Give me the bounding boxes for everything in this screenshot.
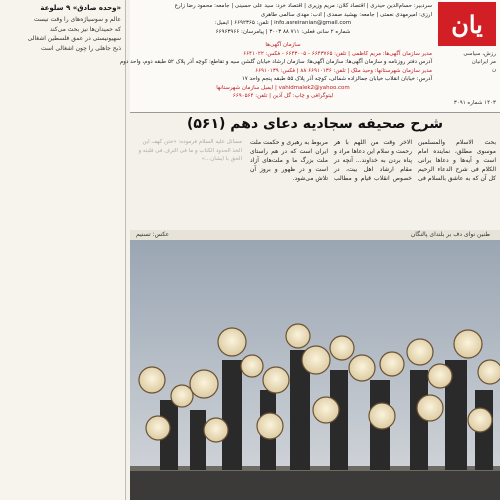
newspaper-logo: یان <box>438 2 496 46</box>
article-body: بحث الاسلام والمسلمین موسوی مطلق، نماینده امام است و آیه‌ها و دعاها یرانی الکلام فی شرح الدعاء الرحیم کل آن که به عاشق بالسلام فی الاخر وقت من اللهم با هر رحمت و سلام این دعاها مراد و پناه بردن به خداوند... آنچه در مقام ارشاد اهل بیت، در خصوص انقلاب قیام و مطالب مربوط به رهبری و حکمت ملت ایران است که در هم راستای ملت بزرگ ما و ملت‌های آزاد است و در ظهور و بروز آن تلاش می‌شود. <box>250 139 496 182</box>
article-photo <box>130 240 500 500</box>
staff-row: مدیر سازمان آگهی‌ها: مریم کاظمی | تلفن: ۶۶۴۳۷۶۵ - ۶۶۴۳۰۰۵ - فکس: ۶۶۴۱۰۲۲ <box>243 50 432 57</box>
staff-row: لیتوگرافی و چاپ: گل آذین | تلفن: ۶۶۹۰۵۶۴ <box>232 93 334 99</box>
photo-caption-bar <box>130 230 500 240</box>
left-column-heading: «وحده صادق» ۹ سلوعة <box>40 4 121 12</box>
tagline-line: مر ایرانیان <box>471 59 496 65</box>
staff-row: vahidmalek2@yahoo.com | ایمیل سازمان شهرستانها <box>216 84 350 91</box>
daf-players-photo <box>130 240 500 500</box>
left-news-column <box>0 0 126 500</box>
left-column-line: که حمیدان‌ها نیز بحث می‌کند <box>49 25 121 33</box>
staff-credits <box>119 2 432 101</box>
left-column-line: ذبح جاهلی را چون اشغالی است <box>40 44 121 52</box>
article-headline: شرح صحیفه سجادیه دعای دهم (۵۶۱) <box>186 116 444 132</box>
staff-row: شماره ۲ سانی فعلی: ۷۱۱ ۸۸ ۳۰۰۳ | پیامرسان: ۶۶۹۶۳۹۶۶ <box>215 28 351 35</box>
left-column-line: سهیونیستی در عمق فلسطین اشغالی <box>27 35 121 43</box>
faded-text: مسائل علیه السلام فرموده: «ختن کهف این الخذ الحدود الکتاب و ما فی الترف فی فلبته و الحق با ایشان...» <box>138 139 242 162</box>
staff-row: سازمان آگهی‌ها <box>265 42 301 48</box>
photo-credit: عکس: تسنیم <box>136 231 170 238</box>
staff-row: آدرس دفتر روزنامه و سازمان آگهی‌ها: سازمان آگهی‌ها: سازمان ارشاد خیابان گلشن سیه و تقاطع: کوچه آذر پلاک ۵۲ طبقه دوم، واحد دوم <box>119 59 432 65</box>
staff-row: ارزی: امیرمهدی نعمتی | جامعه: بهشید صمدی | ادب: مهدی سالمی طاهری <box>260 11 432 18</box>
staff-row: آدرس: خیابان انقلاب خیابان جمالزاده شمالی، کوچه آذر پلاک ۵۵ طبقه پنجم واحد ۱۷ <box>241 76 432 82</box>
issue-dateline: ۱۴۰۳ شماره ۳۰۹۱ <box>453 100 496 106</box>
staff-row: info.asreiranian@gmail.com | تلفن: ۶۶۹۲۳۶۵ | ایمیل: <box>214 20 352 26</box>
photo-caption: طنین نوای دف بر بلندای پالنگان <box>410 231 490 238</box>
masthead <box>119 0 500 113</box>
logo-tagline <box>438 50 496 74</box>
staff-row: سردبیر: حسام‌الدین حیدری | اقتصاد کلان: مریم وزیری | اقتصاد خرد: سید علی حسینی | جامعه: محمود رضا زارع <box>174 3 432 9</box>
staff-row: مدیر سازمان شهرستانها: وحید ملک | تلفن: ۶۶۹۱۰۱۳۶ ۸۸ | فکس: ۶۶۹۱۰۱۳۹ <box>255 67 432 74</box>
tagline-line: رزش، سیاسی <box>463 51 496 57</box>
left-column-line: عالم و سوسیاژه‌های را وقت نیست <box>33 16 121 23</box>
left-column-text <box>4 15 121 53</box>
article <box>130 112 500 500</box>
tagline-line: ن <box>491 67 496 73</box>
